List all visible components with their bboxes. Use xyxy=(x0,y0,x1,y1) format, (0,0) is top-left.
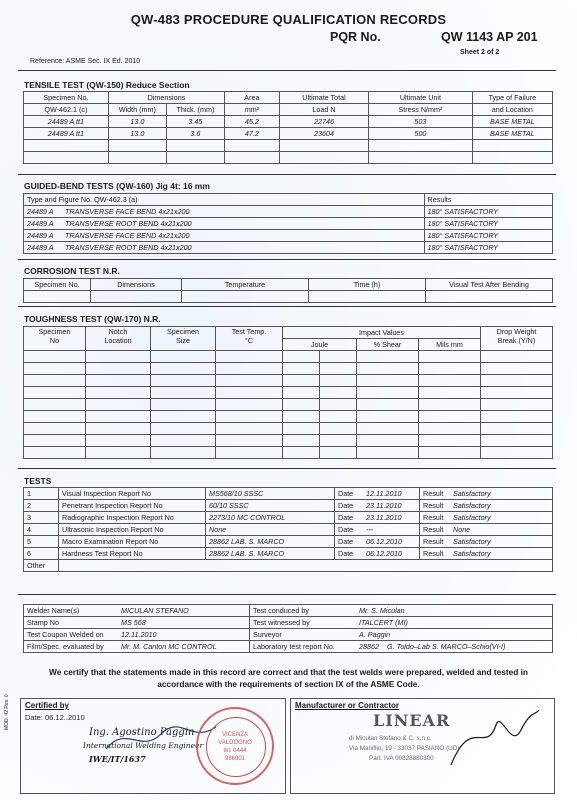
cell: Date xyxy=(335,536,364,548)
corrosion-heading: CORROSION TEST N.R. xyxy=(24,266,120,276)
table-row xyxy=(24,206,553,218)
cell: Ultrasonic Inspection Report No xyxy=(59,524,206,536)
col-mils: Mils mm xyxy=(419,339,481,351)
cell: Satisfactory xyxy=(450,500,553,512)
col-width: Width (mm) xyxy=(108,104,166,116)
cell: 500 xyxy=(369,128,472,140)
cell: None xyxy=(450,524,553,536)
cell: 13.0 xyxy=(108,116,166,128)
col-notch: Notch Location xyxy=(86,327,151,351)
cell: 12.11.2010 xyxy=(363,488,420,500)
cell: Macro Examination Report No xyxy=(59,536,206,548)
col-failure-sub: and Location xyxy=(472,104,552,116)
table-row xyxy=(24,116,553,128)
bend-table xyxy=(23,193,553,254)
cell: Result xyxy=(420,500,451,512)
cell: 1 xyxy=(24,488,59,500)
cell: Result xyxy=(420,536,451,548)
document-title: QW-483 PROCEDURE QUALIFICATION RECORDS xyxy=(130,12,447,27)
manufacturer-label: Manufacturer or Contractor xyxy=(295,701,400,710)
cell: Satisfactory xyxy=(450,536,553,548)
bend-heading: GUIDED-BEND TESTS (QW-160) Jig 4t: 16 mm xyxy=(24,181,210,191)
cell: Surveyor xyxy=(250,629,357,641)
cell: 24489 A tt1 xyxy=(24,128,109,140)
inspector-org: International Welding Engineer xyxy=(83,741,204,750)
col-specimen: Specimen No. xyxy=(24,279,91,291)
cell: Satisfactory xyxy=(450,548,553,560)
tensile-heading: TENSILE TEST (QW-150) Reduce Section xyxy=(24,80,190,90)
col-type: Type and Figure No. QW-462.3 (a) xyxy=(24,194,425,206)
cell: 3 xyxy=(24,512,59,524)
table-row xyxy=(24,399,553,411)
cell: 2273/10 MC CONTROL xyxy=(206,512,335,524)
cell: 180° SATISFACTORY xyxy=(424,206,552,218)
col-thick: Thick. (mm) xyxy=(166,104,224,116)
cell: MS568/10 SSSC xyxy=(206,488,335,500)
col-temp: Test Temp. °C xyxy=(216,327,283,351)
table-row xyxy=(24,152,553,164)
cell: BASE METAL xyxy=(472,128,552,140)
toughness-heading: TOUGHNESS TEST (QW-170) N.R. xyxy=(24,314,161,324)
table-row xyxy=(24,500,553,512)
personnel-table xyxy=(23,604,553,653)
col-joule: Joule xyxy=(283,339,357,351)
col-time: Time (h) xyxy=(309,279,426,291)
cell: Result xyxy=(420,548,451,560)
cell: 06.12.2010 xyxy=(363,536,420,548)
cell: MS 568 xyxy=(118,617,250,629)
corrosion-table xyxy=(23,278,553,303)
cell: TRANSVERSE FACE BEND 4x21x200 xyxy=(62,230,424,242)
cell: Mr. M. Canton MC CONTROL xyxy=(118,641,250,653)
company-logo: LINEAR xyxy=(373,711,451,730)
cell: 24489 A xyxy=(24,230,63,242)
col-specimen: Specimen No xyxy=(24,327,86,351)
official-stamp: VICENZA VALDOGNO tel. 0444 986901 xyxy=(196,707,274,785)
tensile-table xyxy=(23,91,553,164)
cell: A. Paggin xyxy=(356,629,553,641)
cell: Penetrant Inspection Report No xyxy=(59,500,206,512)
table-row xyxy=(24,140,553,152)
cell: 5 xyxy=(24,536,59,548)
cell: 13.0 xyxy=(108,128,166,140)
col-area: Area xyxy=(224,92,279,104)
col-failure: Type of Failure xyxy=(472,92,552,104)
table-row xyxy=(24,488,553,500)
cell: Visual Inspection Report No xyxy=(59,488,206,500)
cell: 23604 xyxy=(279,128,368,140)
cell: 60/10 SSSC xyxy=(206,500,335,512)
cell: 4 xyxy=(24,524,59,536)
tests-table xyxy=(23,487,553,572)
table-row xyxy=(24,435,553,447)
table-row xyxy=(24,351,553,363)
col-stress-unit: Stress N/mm² xyxy=(369,104,472,116)
reference-text: Reference: ASME Sec. IX Ed. 2010 xyxy=(30,58,141,65)
table-row xyxy=(24,560,553,572)
inspector-name: Ing. Agostino Paggin xyxy=(89,727,195,738)
company-line: di Miculan Stefano & C. s.n.c. xyxy=(349,735,432,742)
signature-mark xyxy=(441,705,541,775)
cell: TRANSVERSE FACE BEND 4x21x200 xyxy=(62,206,424,218)
cell: 2 xyxy=(24,500,59,512)
company-line: Part. IVA 00828880300 xyxy=(369,755,434,762)
table-row xyxy=(24,548,553,560)
inspector-id: IWE/IT/1637 xyxy=(89,754,146,764)
pqr-number: QW 1143 AP 201 xyxy=(441,30,538,44)
cell: 180° SATISFACTORY xyxy=(424,242,552,254)
cell: Result xyxy=(420,488,451,500)
cell: Other xyxy=(24,560,59,572)
divider xyxy=(18,306,556,307)
table-row xyxy=(24,218,553,230)
cell: Date xyxy=(335,512,364,524)
col-size: Specimen Size xyxy=(151,327,216,351)
cell: 180° SATISFACTORY xyxy=(424,230,552,242)
col-dimensions: Dimensions xyxy=(91,279,182,291)
col-load-unit: Load N xyxy=(279,104,368,116)
cell: 24489 A xyxy=(24,242,63,254)
cell: 503 xyxy=(369,116,472,128)
table-row xyxy=(24,387,553,399)
table-row xyxy=(24,512,553,524)
cell: 23.11.2010 xyxy=(363,500,420,512)
table-row xyxy=(24,411,553,423)
cell: 23.11.2010 xyxy=(363,512,420,524)
col-results: Results xyxy=(424,194,552,206)
cell: 45.2 xyxy=(224,116,279,128)
cell: 28862 G. Toldo–Lab S. MARCO–Schio(VI-I) xyxy=(356,641,553,653)
cell: Stamp No xyxy=(24,617,119,629)
col-specimen-sub: QW-462.1 (c) xyxy=(24,104,109,116)
cell: ITALCERT (MI) xyxy=(356,617,553,629)
cell: 28862 LAB. S. MARCO xyxy=(206,536,335,548)
official-stamp-inner-ring xyxy=(206,717,266,777)
cell: None xyxy=(206,524,335,536)
cell: TRANSVERSE ROOT BEND 4x21x200 xyxy=(62,242,424,254)
cell: Test Coupon Welded on xyxy=(24,629,119,641)
pqr-label: PQR No. xyxy=(330,30,381,44)
table-row xyxy=(24,524,553,536)
cell: 6 xyxy=(24,548,59,560)
form-code: MOD. 42 Rev. 0 xyxy=(4,694,10,730)
divider xyxy=(18,594,556,595)
col-load: Ultimate Total xyxy=(279,92,368,104)
table-row xyxy=(24,291,553,303)
cell: Laboratory test report No. xyxy=(250,641,357,653)
divider xyxy=(18,468,556,469)
cell: Test witnessed by xyxy=(250,617,357,629)
divider xyxy=(18,70,556,71)
cell: BASE METAL xyxy=(472,116,552,128)
table-row xyxy=(24,423,553,435)
table-row xyxy=(24,230,553,242)
cell: Satisfactory xyxy=(450,512,553,524)
divider xyxy=(18,259,556,260)
cell: 47.2 xyxy=(224,128,279,140)
divider xyxy=(18,174,556,175)
col-impact: Impact Values xyxy=(283,327,481,339)
cell: 180° SATISFACTORY xyxy=(424,218,552,230)
cell: Radiographic Inspection Report No xyxy=(59,512,206,524)
col-specimen: Specimen No. xyxy=(24,92,109,104)
table-row xyxy=(24,242,553,254)
cell: Date xyxy=(335,524,364,536)
col-stress: Ultimate Unit xyxy=(369,92,472,104)
cell: --- xyxy=(363,524,420,536)
cell: 3.6 xyxy=(166,128,224,140)
table-row xyxy=(24,363,553,375)
cell: Date xyxy=(335,500,364,512)
table-row xyxy=(24,375,553,387)
cell: Result xyxy=(420,512,451,524)
cell: 12.11.2010 xyxy=(118,629,250,641)
col-shear: % Shear xyxy=(357,339,419,351)
cell: 28862 LAB. S. MARCO xyxy=(206,548,335,560)
company-line: Via Maniflio, 19 - 33037 PASIANO (UD) xyxy=(349,745,460,752)
sheet-number: Sheet 2 of 2 xyxy=(460,49,500,56)
cell: 3.45 xyxy=(166,116,224,128)
cell: Film/Spec. evaluated by xyxy=(24,641,119,653)
certified-date: Date: 06.12..2010 xyxy=(25,713,85,722)
manufacturer-box xyxy=(290,698,555,794)
col-visual: Visual Test After Bending xyxy=(426,279,553,291)
col-dimensions: Dimensions xyxy=(108,92,224,104)
cell: MICULAN STEFANO xyxy=(118,605,250,617)
cell: Satisfactory xyxy=(450,488,553,500)
cell: Mr. S. Miculan xyxy=(356,605,553,617)
cell: Test conduced by xyxy=(250,605,357,617)
col-area-unit: mm² xyxy=(224,104,279,116)
tests-heading: TESTS xyxy=(24,476,52,486)
cell: 24489 A tt1 xyxy=(24,116,109,128)
cell: Result xyxy=(420,524,451,536)
table-row xyxy=(24,128,553,140)
toughness-table xyxy=(23,326,553,459)
col-temperature: Temperature xyxy=(182,279,309,291)
cell: 24489 A xyxy=(24,206,63,218)
col-drop: Drop Weight Break (Y/N) xyxy=(481,327,553,351)
certified-by-label: Certified by xyxy=(25,701,70,710)
cell: Date xyxy=(335,548,364,560)
cell: TRANSVERSE ROOT BEND 4x21x200 xyxy=(62,218,424,230)
cell: Hardness Test Report No xyxy=(59,548,206,560)
cell: Date xyxy=(335,488,364,500)
cell: 06.12.2010 xyxy=(363,548,420,560)
cell: 22746 xyxy=(279,116,368,128)
certification-text: We certify that the statements made in this record are correct and that the test welds were prepared, welded and tested in accordance with the requirements of section IX of the ASME Code. xyxy=(49,667,528,689)
table-row xyxy=(24,536,553,548)
cell: 24489 A xyxy=(24,218,63,230)
cell: Welder Name(s) xyxy=(24,605,119,617)
table-row xyxy=(24,447,553,459)
